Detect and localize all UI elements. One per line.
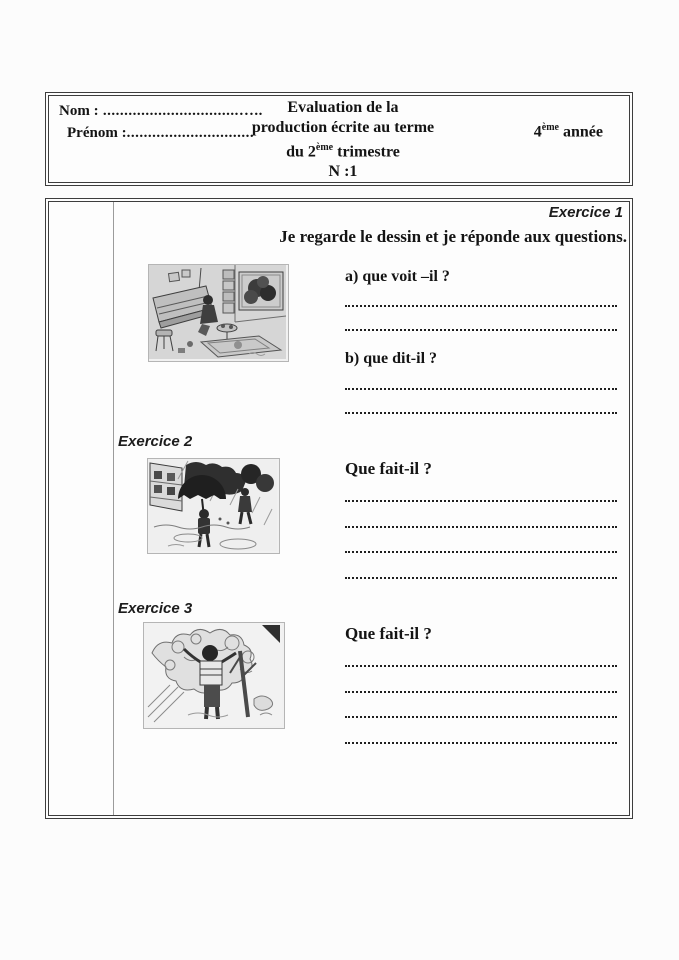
answer-line [345, 305, 617, 307]
title-line-3: du 2ème trimestre [286, 142, 400, 161]
answer-line [345, 577, 617, 579]
prenom-dotted-line: .............................. [126, 125, 255, 141]
exercise1-question-a: a) que voit –il ? [345, 268, 450, 285]
exercise2-question: Que fait-il ? [345, 459, 432, 478]
answer-line [345, 412, 617, 414]
grade-label: 4ème année [533, 122, 603, 141]
exercise3-label: Exercice 3 [118, 600, 193, 617]
title-line-2: production écrite au terme [251, 119, 435, 136]
exercise1-label: Exercice 1 [548, 204, 623, 221]
title-line-4: N :1 [328, 163, 358, 181]
exercise1-instruction: Je regarde le dessin et je réponde aux questions. [279, 227, 627, 246]
exercise2-label: Exercice 2 [118, 433, 193, 450]
prenom-label: Prénom : [67, 125, 127, 141]
answer-line [345, 388, 617, 390]
exercise3-illustration [143, 622, 285, 729]
exercise2-illustration [147, 458, 280, 554]
margin-rule [113, 202, 114, 815]
exercise1-question-b: b) que dit-il ? [345, 350, 438, 367]
answer-line [345, 665, 617, 667]
answer-line [345, 716, 617, 718]
answer-line [345, 691, 617, 693]
exercises-box [45, 198, 633, 819]
answer-line [345, 551, 617, 553]
exercise3-question: Que fait-il ? [345, 624, 432, 643]
name-label: Nom : [59, 103, 99, 119]
boy-and-tree-drawing [144, 623, 282, 726]
header-box [45, 92, 633, 186]
title-line-1: Evaluation de la [287, 99, 399, 116]
worksheet-title [207, 98, 479, 182]
name-dotted-line: ................................….. [98, 103, 263, 119]
answer-line [345, 526, 617, 528]
rainy-street-drawing [148, 459, 277, 551]
exercise1-illustration [148, 264, 289, 362]
living-room-drawing [149, 265, 286, 359]
answer-line [345, 500, 617, 502]
answer-line [345, 329, 617, 331]
answer-line [345, 742, 617, 744]
